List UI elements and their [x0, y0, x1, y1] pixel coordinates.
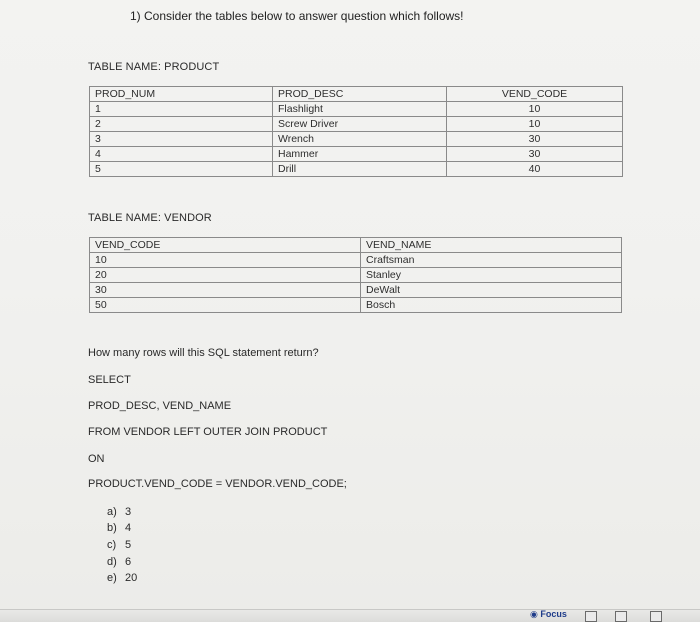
sql-prompt: How many rows will this SQL statement return?	[88, 347, 319, 359]
table-row	[90, 132, 623, 147]
table-row	[90, 283, 622, 298]
table-cell: Hammer	[273, 147, 447, 162]
print-layout-icon[interactable]	[615, 611, 627, 622]
table-row	[90, 238, 622, 253]
table-row	[90, 147, 623, 162]
table-row	[90, 162, 623, 177]
table-cell: 30	[447, 147, 623, 162]
option-label: c)	[107, 539, 117, 551]
focus-icon: ◉	[530, 609, 538, 619]
option-value: 6	[125, 556, 132, 568]
option-value: 5	[125, 539, 132, 551]
table-cell: 3	[90, 132, 273, 147]
option-value: 4	[125, 522, 132, 534]
table-header-cell: PROD_NUM	[90, 87, 273, 102]
option-label: d)	[107, 556, 117, 568]
table-cell: 40	[447, 162, 623, 177]
option-value: 20	[125, 572, 138, 584]
product-table-name: TABLE NAME: PRODUCT	[88, 61, 220, 73]
table-row	[90, 268, 622, 283]
table-cell: 50	[90, 298, 361, 313]
sql-line-on: ON	[88, 453, 105, 465]
table-cell: Wrench	[273, 132, 447, 147]
table-header-cell: VEND_NAME	[361, 238, 622, 253]
answer-option-d[interactable]	[107, 556, 131, 568]
answer-option-a[interactable]	[107, 506, 131, 518]
sql-line-from: FROM VENDOR LEFT OUTER JOIN PRODUCT	[88, 426, 328, 438]
table-cell: Stanley	[361, 268, 622, 283]
sql-line-select: SELECT	[88, 374, 131, 386]
question-title: 1) Consider the tables below to answer question which follows!	[130, 9, 464, 23]
table-row	[90, 102, 623, 117]
table-row	[90, 298, 622, 313]
table-cell: Flashlight	[273, 102, 447, 117]
table-cell: 10	[447, 117, 623, 132]
answer-option-c[interactable]	[107, 539, 131, 551]
table-cell: Craftsman	[361, 253, 622, 268]
vendor-table	[89, 237, 622, 313]
table-row	[90, 253, 622, 268]
answer-option-e[interactable]	[107, 572, 137, 584]
table-header-cell: VEND_CODE	[90, 238, 361, 253]
table-cell: 4	[90, 147, 273, 162]
table-cell: 1	[90, 102, 273, 117]
table-row	[90, 87, 623, 102]
web-layout-icon[interactable]	[650, 611, 662, 622]
focus-button[interactable]	[530, 609, 567, 620]
answer-option-b[interactable]	[107, 522, 131, 534]
table-row	[90, 117, 623, 132]
table-header-cell: VEND_CODE	[447, 87, 623, 102]
read-mode-icon[interactable]	[585, 611, 597, 622]
table-header-cell: PROD_DESC	[273, 87, 447, 102]
table-cell: Bosch	[361, 298, 622, 313]
table-cell: DeWalt	[361, 283, 622, 298]
option-label: a)	[107, 506, 117, 518]
focus-label: Focus	[540, 609, 567, 619]
table-cell: 5	[90, 162, 273, 177]
table-cell: 10	[90, 253, 361, 268]
sql-line-condition: PRODUCT.VEND_CODE = VENDOR.VEND_CODE;	[88, 478, 347, 490]
sql-line-columns: PROD_DESC, VEND_NAME	[88, 400, 232, 412]
vendor-table-name: TABLE NAME: VENDOR	[88, 212, 212, 224]
option-value: 3	[125, 506, 132, 518]
table-cell: 2	[90, 117, 273, 132]
table-cell: 20	[90, 268, 361, 283]
option-label: b)	[107, 522, 117, 534]
table-cell: 10	[447, 102, 623, 117]
table-cell: 30	[447, 132, 623, 147]
product-table	[89, 86, 623, 177]
table-cell: 30	[90, 283, 361, 298]
table-cell: Screw Driver	[273, 117, 447, 132]
option-label: e)	[107, 572, 117, 584]
table-cell: Drill	[273, 162, 447, 177]
